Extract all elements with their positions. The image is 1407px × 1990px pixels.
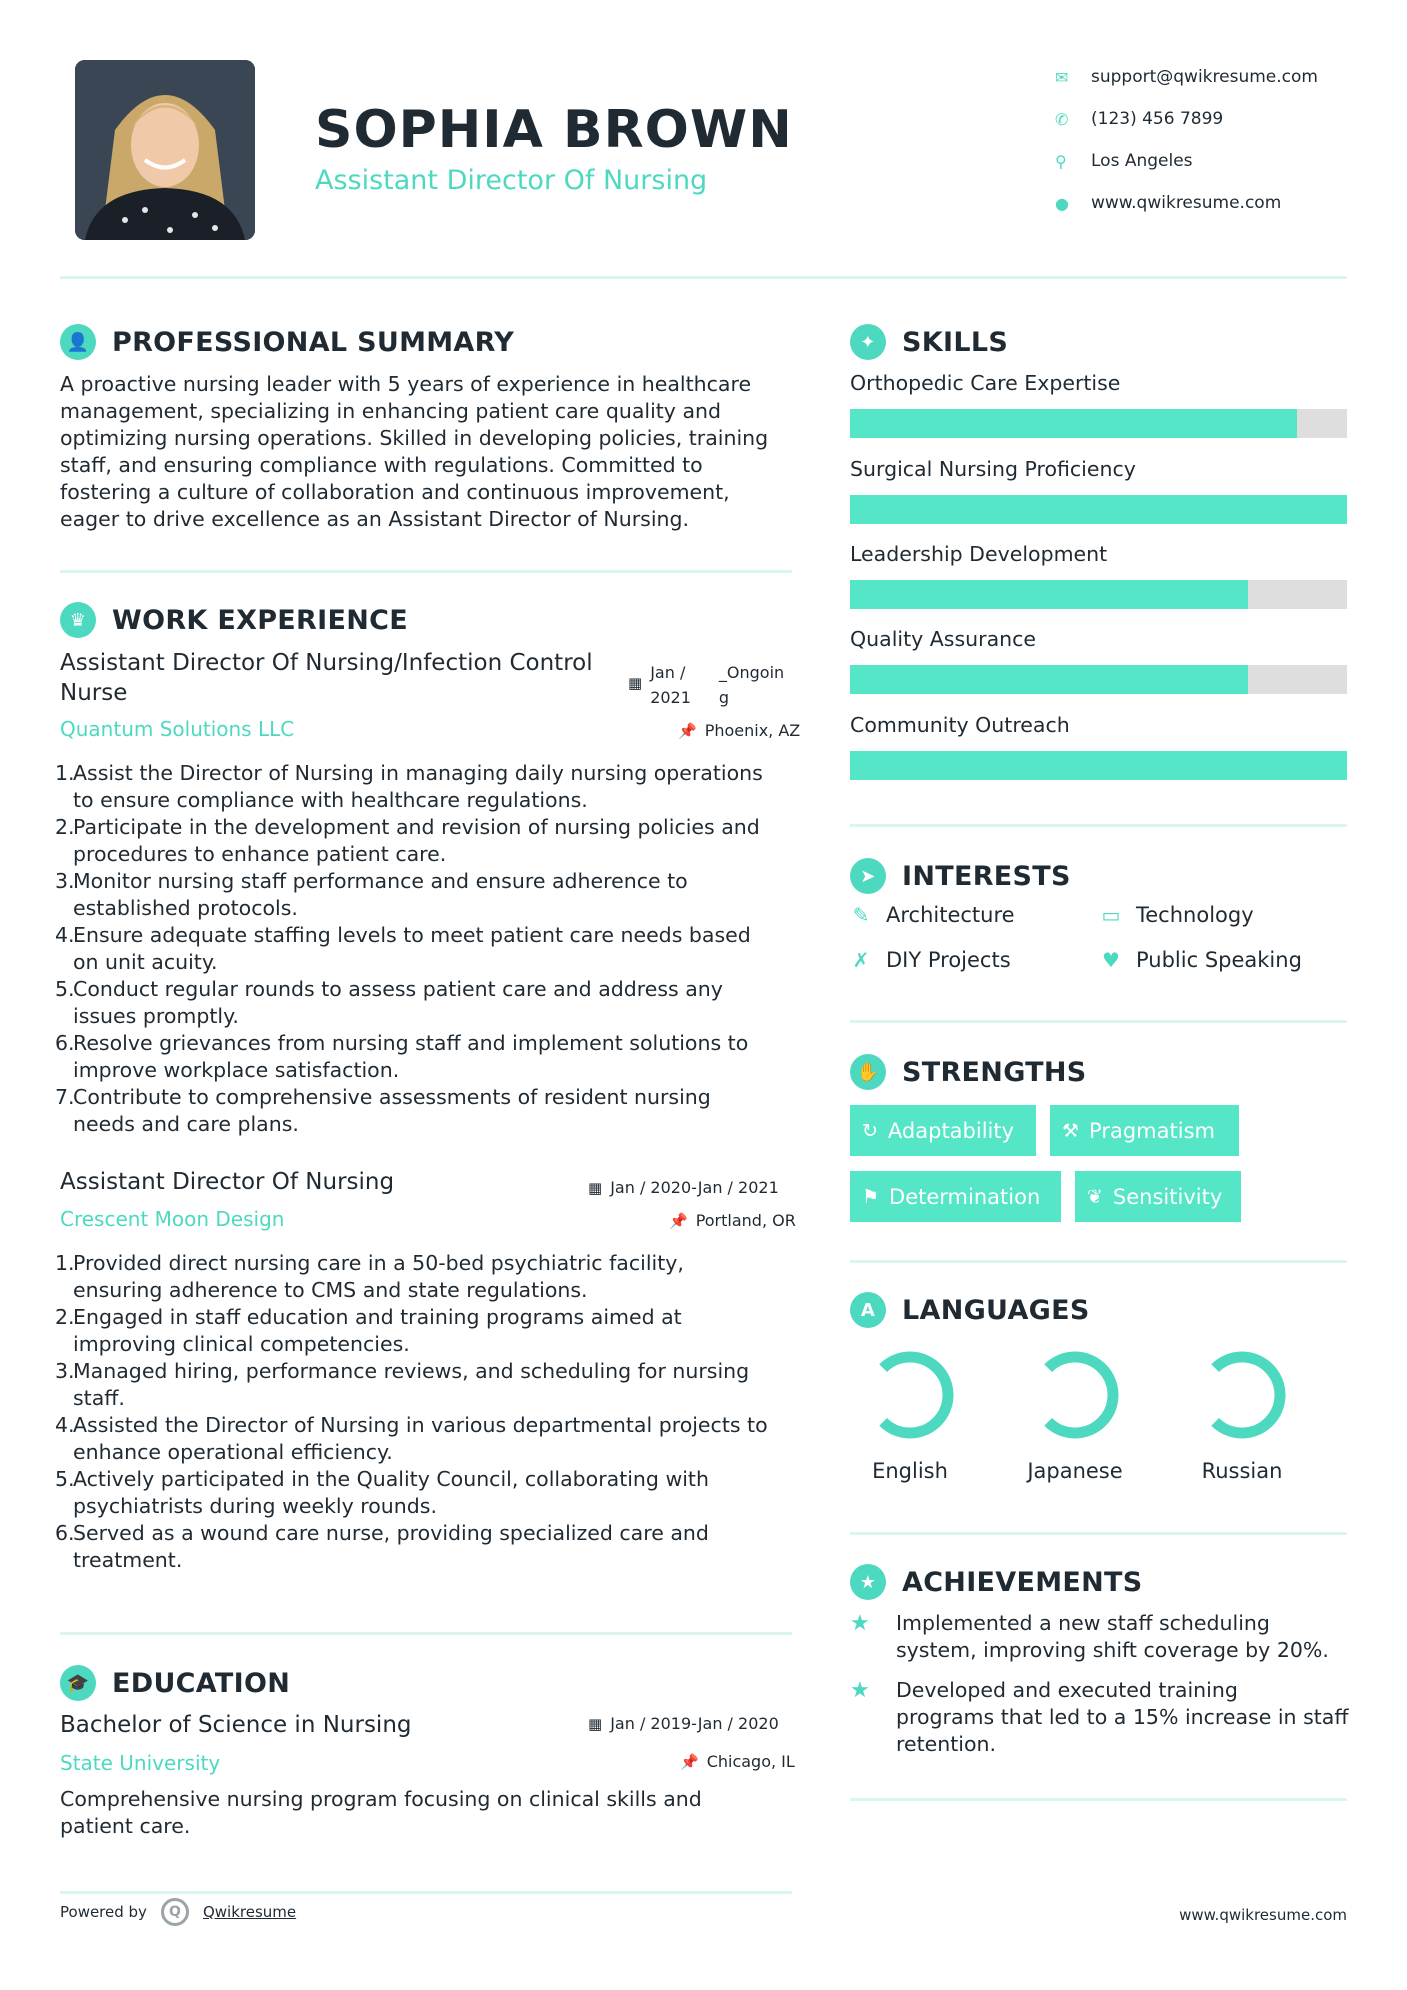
list-item: 1. Provided direct nursing care in a 50-bed psychiatric facility, ensuring adherence to CMS and state regulations. <box>55 1251 684 1302</box>
paper-plane-icon: ➤ <box>850 858 886 894</box>
calendar-icon: ▦ <box>588 1714 603 1733</box>
skill-label: Surgical Nursing Proficiency <box>850 457 1136 481</box>
leaf-icon: ❦ <box>1087 1185 1103 1208</box>
skill-bar-fill <box>850 580 1248 609</box>
skill-bar-fill <box>850 495 1347 524</box>
gavel-icon: ⚒ <box>1062 1119 1080 1142</box>
interests-heading: ➤ INTERESTS <box>850 858 1071 894</box>
job-location: 📌 Portland, OR <box>669 1211 796 1230</box>
strength-chip: ↻ Adaptability <box>850 1105 1036 1156</box>
skill-label: Orthopedic Care Expertise <box>850 371 1121 395</box>
header-divider <box>60 276 1347 279</box>
interest-item: ✗ DIY Projects <box>850 948 1011 972</box>
skill-bar-fill <box>850 751 1347 780</box>
list-item: 2. Participate in the development and revision of nursing policies and procedures to enhance patient care. <box>55 815 760 866</box>
star-icon: ★ <box>850 1678 870 1703</box>
languages-heading: A LANGUAGES <box>850 1292 1090 1328</box>
skill-bar <box>850 495 1347 524</box>
language-item <box>860 1345 960 1483</box>
wrench-icon: ✗ <box>852 948 870 972</box>
hand-icon: ✋ <box>850 1054 886 1090</box>
language-ring <box>1192 1345 1292 1445</box>
flag-icon: ⚑ <box>862 1185 880 1208</box>
list-item: 2. Engaged in staff education and training programs aimed at improving clinical competencies. <box>55 1305 682 1356</box>
strength-chip: ❦ Sensitivity <box>1075 1171 1241 1222</box>
candidate-name: SOPHIA BROWN <box>315 100 793 160</box>
language-label: Japanese <box>1027 1459 1123 1483</box>
contact-website[interactable]: ● www.qwikresume.com <box>1055 193 1282 213</box>
skill-bar-fill <box>850 665 1248 694</box>
language-ring-arc <box>1215 1357 1280 1433</box>
education-dates: ▦ Jan / 2019-Jan / 2020 <box>588 1714 779 1733</box>
brand-link[interactable]: Qwikresume <box>202 1903 297 1921</box>
skill-label: Community Outreach <box>850 713 1070 737</box>
language-ring-arc <box>1048 1357 1113 1433</box>
candidate-role: Assistant Director Of Nursing <box>315 165 708 196</box>
globe-icon: ● <box>1055 193 1069 213</box>
calendar-icon: ▦ <box>628 674 643 692</box>
company-name: Quantum Solutions LLC <box>60 717 295 741</box>
job-dates: ▦ Jan / 2021 _Ongoin g <box>628 663 785 707</box>
summary-heading: 👤 PROFESSIONAL SUMMARY <box>60 324 514 360</box>
degree-title: Bachelor of Science in Nursing <box>60 1712 412 1738</box>
pin-icon: 📌 <box>680 1752 699 1771</box>
education-location: 📌 Chicago, IL <box>680 1752 795 1771</box>
divider <box>850 1532 1347 1535</box>
job-duties <box>55 760 800 1138</box>
job-dates: ▦ Jan / 2020-Jan / 2021 <box>588 1178 779 1197</box>
interest-item: ▭ Technology <box>1101 903 1254 927</box>
skill-bar <box>850 751 1347 780</box>
contact-location: ⚲ Los Angeles <box>1055 151 1193 171</box>
language-item <box>1025 1345 1125 1483</box>
achievement-item: ★ Implemented a new staff scheduling system, improving shift coverage by 20%. <box>850 1611 1329 1662</box>
language-icon: A <box>850 1292 886 1328</box>
list-item: 7. Contribute to comprehensive assessments of resident nursing needs and care plans. <box>55 1085 711 1136</box>
qwikresume-logo-icon: Q <box>161 1898 189 1926</box>
work-heading: ♛ WORK EXPERIENCE <box>60 602 408 638</box>
job-title: Assistant Director Of Nursing/Infection Control Nurse <box>60 650 593 706</box>
skill-bar <box>850 580 1347 609</box>
divider <box>60 570 792 573</box>
list-item: 4. Ensure adequate staffing levels to meet patient care needs based on unit acuity. <box>55 923 751 974</box>
language-ring-arc <box>883 1357 948 1433</box>
heartbeat-icon: ♥ <box>1102 948 1120 972</box>
lightbulb-icon: ✦ <box>850 324 886 360</box>
education-description: Comprehensive nursing program focusing on clinical skills and patient care. <box>60 1787 702 1838</box>
list-item: 1. Assist the Director of Nursing in managing daily nursing operations to ensure compliance with healthcare regulations. <box>55 761 763 812</box>
list-item: 3. Monitor nursing staff performance and ensure adherence to established protocols. <box>55 869 688 920</box>
divider <box>60 1632 792 1635</box>
interest-item: ✎ Architecture <box>850 903 1015 927</box>
job-duties <box>55 1250 800 1574</box>
strength-chip: ⚑ Determination <box>850 1171 1061 1222</box>
strengths-heading: ✋ STRENGTHS <box>850 1054 1087 1090</box>
star-badge-icon: ★ <box>850 1564 886 1600</box>
company-name: Crescent Moon Design <box>60 1207 285 1231</box>
job-location: 📌 Phoenix, AZ <box>678 721 801 740</box>
job-title: Assistant Director Of Nursing <box>60 1169 395 1195</box>
divider <box>850 1798 1347 1801</box>
language-label: English <box>872 1459 948 1483</box>
skill-bar <box>850 409 1347 438</box>
profile-photo <box>75 60 255 240</box>
language-label: Russian <box>1201 1459 1283 1483</box>
contact-phone[interactable]: ✆ (123) 456 7899 <box>1055 109 1224 129</box>
divider <box>60 1891 792 1894</box>
footer-site-link[interactable]: www.qwikresume.com <box>1179 1906 1347 1924</box>
laptop-icon: ▭ <box>1101 903 1121 927</box>
skill-bar <box>850 665 1347 694</box>
contact-email[interactable]: ✉ support@qwikresume.com <box>1055 67 1318 87</box>
interest-item: ♥ Public Speaking <box>1100 948 1302 972</box>
footer-powered-by: Powered by Q Qwikresume <box>60 1898 296 1926</box>
star-icon: ★ <box>850 1611 870 1636</box>
ruler-icon: ✎ <box>852 903 870 927</box>
pin-icon: 📌 <box>678 721 697 740</box>
list-item: 3. Managed hiring, performance reviews, and scheduling for nursing staff. <box>55 1359 750 1410</box>
education-heading: 🎓 EDUCATION <box>60 1665 290 1701</box>
divider <box>850 1260 1347 1263</box>
skill-bar-fill <box>850 409 1297 438</box>
skill-label: Leadership Development <box>850 542 1108 566</box>
achievement-item: ★ Developed and executed training programs that led to a 15% increase in staff retention. <box>850 1678 1349 1756</box>
refresh-icon: ↻ <box>862 1119 878 1142</box>
list-item: 5. Actively participated in the Quality Council, collaborating with psychiatrists during weekly rounds. <box>55 1467 709 1518</box>
user-icon: 👤 <box>60 324 96 360</box>
strength-chip: ⚒ Pragmatism <box>1050 1105 1239 1156</box>
briefcase-icon: ♛ <box>60 602 96 638</box>
location-icon: ⚲ <box>1055 151 1067 171</box>
phone-icon: ✆ <box>1055 109 1069 129</box>
language-item <box>1192 1345 1292 1483</box>
skills-heading: ✦ SKILLS <box>850 324 1008 360</box>
school-name: State University <box>60 1751 221 1775</box>
achievements-heading: ★ ACHIEVEMENTS <box>850 1564 1143 1600</box>
list-item: 5. Conduct regular rounds to assess patient care and address any issues promptly. <box>55 977 723 1028</box>
list-item: 4. Assisted the Director of Nursing in various departmental projects to enhance operational efficiency. <box>55 1413 768 1464</box>
list-item: 6. Resolve grievances from nursing staff and implement solutions to improve workplace satisfaction. <box>55 1031 749 1082</box>
contact-list <box>1055 56 1318 224</box>
summary-text: A proactive nursing leader with 5 years of experience in healthcare management, specializing in enhancing patient care quality and optimizing nursing operations. Skilled in developing policies, training staff, and ensuring compliance with regulations. Committed to fostering a culture of collaboration and continuous improvement, eager to drive excellence as an Assistant Director of Nursing. <box>60 372 769 531</box>
pin-icon: 📌 <box>669 1211 688 1230</box>
language-ring <box>1025 1345 1125 1445</box>
calendar-icon: ▦ <box>588 1178 603 1197</box>
graduation-icon: 🎓 <box>60 1665 96 1701</box>
skill-label: Quality Assurance <box>850 627 1037 651</box>
language-ring <box>860 1345 960 1445</box>
mail-icon: ✉ <box>1055 67 1069 87</box>
list-item: 6. Served as a wound care nurse, providing specialized care and treatment. <box>55 1521 709 1572</box>
divider <box>850 824 1347 827</box>
divider <box>850 1020 1347 1023</box>
